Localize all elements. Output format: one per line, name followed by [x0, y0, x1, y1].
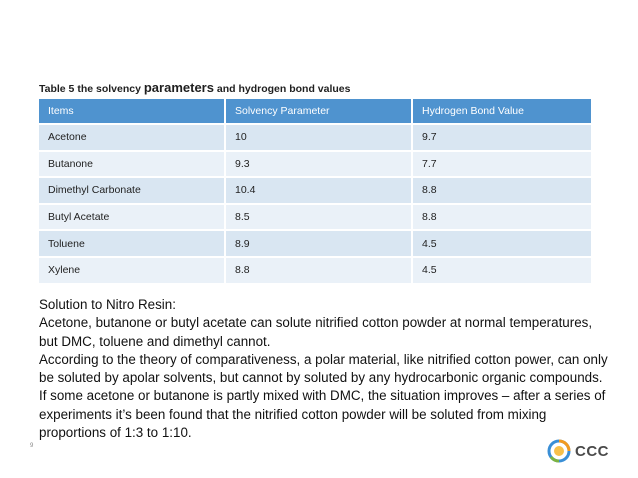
cell-hbond: 8.8 — [412, 177, 592, 204]
logo-text: CCC — [575, 442, 609, 460]
header-hydrogen-bond-value: Hydrogen Bond Value — [412, 99, 592, 124]
table-row — [39, 230, 592, 257]
table-row — [39, 257, 592, 284]
body-text — [39, 296, 609, 442]
caption-emphasis: parameters — [143, 80, 214, 95]
caption-prefix: Table 5 the solvency — [39, 83, 144, 95]
table-row — [39, 177, 592, 204]
ccc-logo-icon — [547, 439, 571, 463]
body-paragraph-1: Acetone, butanone or butyl acetate can solute nitrified cotton powder at normal temperatures, but DMC, toluene and dimethyl cannot. — [39, 315, 593, 349]
cell-item: Dimethyl Carbonate — [39, 177, 225, 204]
cell-solvency: 8.5 — [225, 204, 412, 231]
ccc-logo — [547, 439, 609, 463]
cell-solvency: 10 — [225, 124, 412, 151]
caption-suffix: and hydrogen bond values — [213, 83, 351, 95]
cell-item: Butyl Acetate — [39, 204, 225, 231]
cell-hbond: 4.5 — [412, 257, 592, 284]
cell-hbond: 8.8 — [412, 204, 592, 231]
table-row — [39, 204, 592, 231]
table-header-row — [39, 99, 592, 124]
cell-item: Acetone — [39, 124, 225, 151]
cell-item: Butanone — [39, 151, 225, 178]
page-number: 9 — [30, 443, 34, 449]
cell-item: Toluene — [39, 230, 225, 257]
header-solvency-parameter: Solvency Parameter — [225, 99, 412, 124]
cell-solvency: 10.4 — [225, 177, 412, 204]
cell-hbond: 9.7 — [412, 124, 592, 151]
cell-hbond: 7.7 — [412, 151, 592, 178]
solvency-table — [39, 99, 593, 285]
cell-item: Xylene — [39, 257, 225, 284]
cell-hbond: 4.5 — [412, 230, 592, 257]
cell-solvency: 9.3 — [225, 151, 412, 178]
table-row — [39, 124, 592, 151]
table-caption — [39, 80, 350, 95]
body-heading: Solution to Nitro Resin: — [39, 297, 176, 312]
cell-solvency: 8.8 — [225, 257, 412, 284]
header-items: Items — [39, 99, 225, 124]
body-paragraph-2: According to the theory of comparativeness, a polar material, like nitrified cotton power, can only be soluted by apolar solvents, but cannot by soluted by any hydrocarbonic organic compounds. If some acetone or butanone is partly mixed with DMC, the situation improves – after a series of experiments it’s been found that the nitrified cotton powder will be soluted from mixing proportions of 1:3 to 1:10. — [39, 351, 608, 441]
cell-solvency: 8.9 — [225, 230, 412, 257]
table-row — [39, 151, 592, 178]
